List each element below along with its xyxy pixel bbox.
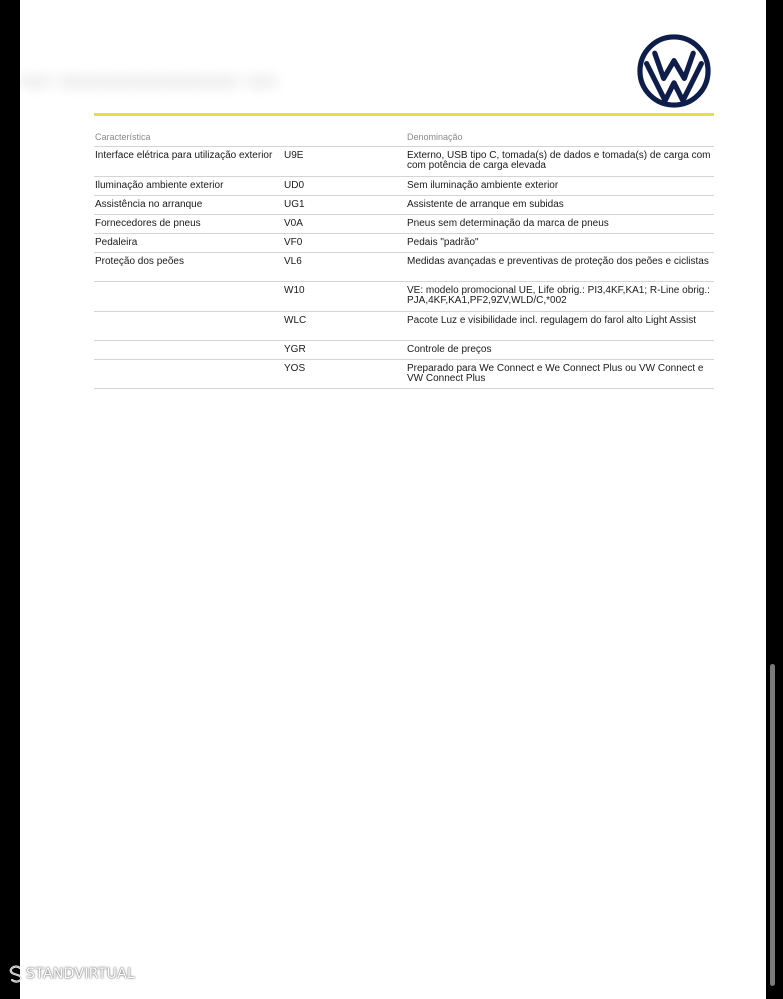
row-characteristic: Pedaleira xyxy=(95,237,138,248)
row-code: V0A xyxy=(284,218,303,229)
scrollbar[interactable] xyxy=(770,664,775,986)
volkswagen-logo-icon xyxy=(637,34,711,108)
row-denomination: Preparado para We Connect e We Connect Plus ou VW Connect e VW Connect Plus xyxy=(407,363,704,384)
table-row xyxy=(94,215,714,234)
row-code: YGR xyxy=(284,344,306,355)
row-denomination: Pacote Luz e visibilidade incl. regulagem do farol alto Light Assist xyxy=(407,315,697,326)
row-denomination: Controle de preços xyxy=(407,344,492,355)
row-denomination: Pneus sem determinação da marca de pneus xyxy=(407,218,609,229)
row-characteristic: Iluminação ambiente exterior xyxy=(95,180,224,191)
row-denomination: Externo, USB tipo C, tomada(s) de dados e tomada(s) de carga com com potência de carga elevada xyxy=(407,150,711,171)
table-row xyxy=(94,312,714,341)
row-denomination: VE: modelo promocional UE, Life obrig.: PI3,4KF,KA1; R-Line obrig.: PJA,4KF,KA1,PF2,9ZV,WLD/C,*002 xyxy=(407,285,710,306)
row-code: WLC xyxy=(284,315,307,326)
row-code: UD0 xyxy=(284,180,305,191)
row-characteristic: Proteção dos peões xyxy=(95,256,184,267)
table-row xyxy=(94,282,714,312)
row-code: UG1 xyxy=(284,199,305,210)
equipment-table xyxy=(94,130,714,389)
row-characteristic: Fornecedores de pneus xyxy=(95,218,201,229)
row-denomination: Sem iluminação ambiente exterior xyxy=(407,180,559,191)
row-denomination: Assistente de arranque em subidas xyxy=(407,199,564,210)
table-row xyxy=(94,253,714,282)
table-row xyxy=(94,196,714,215)
watermark-text: STANDVIRTUAL xyxy=(26,966,136,982)
row-denomination: Pedais "padrão" xyxy=(407,237,479,248)
row-code: U9E xyxy=(284,150,304,161)
accent-rule xyxy=(94,113,714,116)
row-characteristic: Assistência no arranque xyxy=(95,199,203,210)
row-code: YOS xyxy=(284,363,306,374)
standvirtual-logo-icon xyxy=(8,965,24,983)
table-row xyxy=(94,360,714,389)
watermark xyxy=(8,965,135,983)
row-code: W10 xyxy=(284,285,305,296)
header-characteristic: Característica xyxy=(95,132,151,142)
table-row xyxy=(94,341,714,360)
row-denomination: Medidas avançadas e preventivas de proteção dos peões e ciclistas xyxy=(407,256,709,267)
row-code: VF0 xyxy=(284,237,303,248)
table-header xyxy=(94,130,714,147)
table-row xyxy=(94,177,714,196)
row-code: VL6 xyxy=(284,256,302,267)
table-row xyxy=(94,147,714,177)
header-denomination: Denominação xyxy=(407,132,463,142)
blurred-heading: ▬ ▬▬▬▬▬▬ ▬ xyxy=(20,60,277,93)
table-row xyxy=(94,234,714,253)
row-characteristic: Interface elétrica para utilização exterior xyxy=(95,150,273,161)
